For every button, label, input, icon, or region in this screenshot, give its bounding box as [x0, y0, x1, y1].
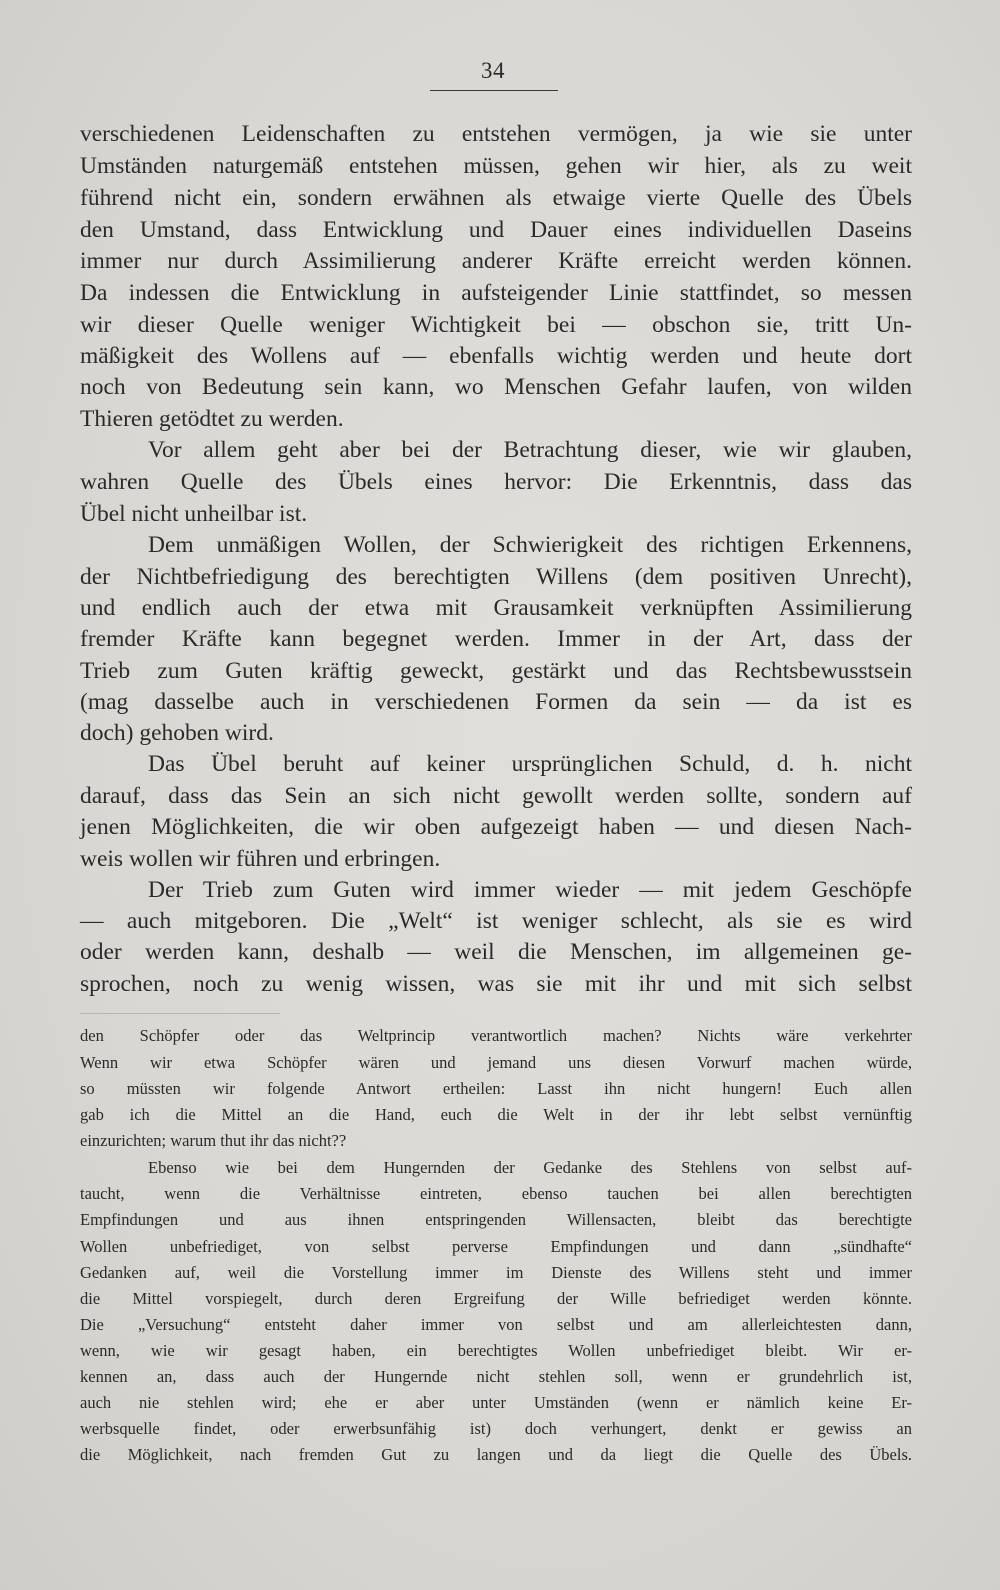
text-line: (mag dasselbe auch in verschiedenen Formen da sein — da ist es — [80, 689, 912, 715]
footnote-line: den Schöpfer oder das Weltprincip verantwortlich machen? Nichts wäre verkehrter — [80, 1026, 912, 1045]
footnote-line: so müssten wir folgende Antwort ertheilen: Lasst ihn nicht hungern! Euch allen — [80, 1079, 912, 1098]
footnote-line: auch nie stehlen wird; ehe er aber unter Umständen (wenn er nämlich keine Er- — [80, 1393, 912, 1412]
text-line: Trieb zum Guten kräftig geweckt, gestärkt und das Rechtsbewusstsein — [80, 658, 912, 684]
footnote-separator — [80, 1013, 280, 1014]
text-line: fremder Kräfte kann begegnet werden. Immer in der Art, dass der — [80, 626, 912, 652]
footnote-line: Empfindungen und aus ihnen entspringenden Willensacten, bleibt das berechtigte — [80, 1210, 912, 1229]
text-line: und endlich auch der etwa mit Grausamkeit verknüpften Assimilierung — [80, 595, 912, 621]
text-line: verschiedenen Leidenschaften zu entstehen vermögen, ja wie sie unter — [80, 121, 912, 147]
footnote-line: einzurichten; warum thut ihr das nicht?? — [80, 1131, 347, 1150]
footnote-line: Wenn wir etwa Schöpfer wären und jemand uns diesen Vorwurf machen würde, — [80, 1053, 912, 1072]
footnote-line: Ebenso wie bei dem Hungernden der Gedanke des Stehlens von selbst auf- — [148, 1158, 912, 1177]
page-number-rule — [430, 90, 558, 91]
text-line: — auch mitgeboren. Die „Welt“ ist weniger schlecht, als sie es wird — [80, 908, 912, 934]
text-line: immer nur durch Assimilierung anderer Kräfte erreicht werden können. — [80, 248, 912, 274]
text-line: Thieren getödtet zu werden. — [80, 406, 344, 432]
text-line: sprochen, noch zu wenig wissen, was sie mit ihr und mit sich selbst — [80, 971, 912, 997]
footnote-line: Wollen unbefriediget, von selbst perverse Empfindungen und dann „sündhafte“ — [80, 1237, 912, 1256]
text-line: jenen Möglichkeiten, die wir oben aufgezeigt haben — und diesen Nach- — [80, 814, 912, 840]
footnote-line: die Mittel vorspiegelt, durch deren Ergreifung der Wille befriediget werden könnte. — [80, 1289, 912, 1308]
text-line: Umständen naturgemäß entstehen müssen, gehen wir hier, als zu weit — [80, 153, 912, 179]
footnote-line: kennen an, dass auch der Hungernde nicht stehlen soll, wenn er grundehrlich ist, — [80, 1367, 912, 1386]
footnote-line: Die „Versuchung“ entsteht daher immer von selbst und am allerleichtesten dann, — [80, 1315, 912, 1334]
text-line: der Nichtbefriedigung des berechtigten Willens (dem positiven Unrecht), — [80, 564, 912, 590]
footnote-line: wenn, wie wir gesagt haben, ein berechtigtes Wollen unbefriediget bleibt. Wir er- — [80, 1341, 912, 1360]
text-line: führend nicht ein, sondern erwähnen als etwaige vierte Quelle des Übels — [80, 185, 912, 211]
footnote-line: die Möglichkeit, nach fremden Gut zu langen und da liegt die Quelle des Übels. — [80, 1445, 912, 1464]
text-line: Der Trieb zum Guten wird immer wieder — mit jedem Geschöpfe — [148, 877, 912, 903]
footnote-line: taucht, wenn die Verhältnisse eintreten, ebenso tauchen bei allen berechtigten — [80, 1184, 912, 1203]
text-line: noch von Bedeutung sein kann, wo Menschen Gefahr laufen, von wilden — [80, 374, 912, 400]
footnote-line: Gedanken auf, weil die Vorstellung immer im Dienste des Willens steht und immer — [80, 1263, 912, 1282]
text-line: weis wollen wir führen und erbringen. — [80, 846, 441, 872]
text-line: darauf, dass das Sein an sich nicht gewollt werden sollte, sondern auf — [80, 783, 912, 809]
footnote-line: werbsquelle findet, oder erwerbsunfähig ist) doch verhungert, denkt er gewiss an — [80, 1419, 912, 1438]
text-line: Dem unmäßigen Wollen, der Schwierigkeit des richtigen Erkennens, — [148, 532, 912, 558]
text-line: doch) gehoben wird. — [80, 720, 274, 746]
text-line: wahren Quelle des Übels eines hervor: Die Erkenntnis, dass das — [80, 469, 912, 495]
text-line: oder werden kann, deshalb — weil die Menschen, im allgemeinen ge- — [80, 939, 912, 965]
text-line: den Umstand, dass Entwicklung und Dauer eines individuellen Daseins — [80, 217, 912, 243]
text-line: Das Übel beruht auf keiner ursprünglichen Schuld, d. h. nicht — [148, 751, 912, 777]
text-line: Da indessen die Entwicklung in aufsteigender Linie stattfindet, so messen — [80, 280, 912, 306]
text-line: Übel nicht unheilbar ist. — [80, 501, 308, 527]
text-line: mäßigkeit des Wollens auf — ebenfalls wichtig werden und heute dort — [80, 343, 912, 369]
text-line: wir dieser Quelle weniger Wichtigkeit bei — obschon sie, tritt Un- — [80, 312, 912, 338]
text-line: Vor allem geht aber bei der Betrachtung dieser, wie wir glauben, — [148, 437, 912, 463]
footnote-line: gab ich die Mittel an die Hand, euch die Welt in der ihr lebt selbst vernünftig — [80, 1105, 912, 1124]
page-number: 34 — [481, 58, 505, 83]
